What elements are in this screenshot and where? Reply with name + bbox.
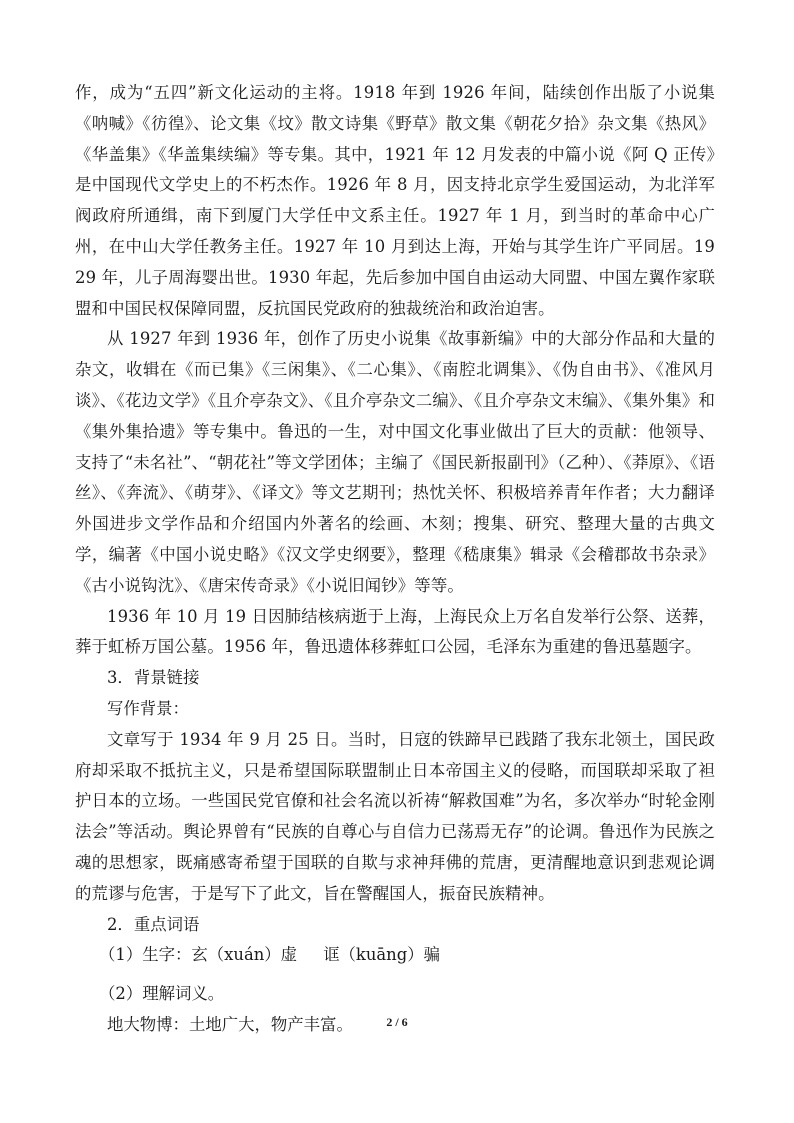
- subheading-writing-background: 写作背景：: [107, 698, 189, 718]
- paragraph-biography-1: 作，成为“五四”新文化运动的主将。1918 年到 1926 年间，陆续创作出版了小说集《呐喊》《彷徨》、论文集《坟》散文诗集《野草》散文集《朝花夕拾》杂文集《热风》《华盖集》《华盖集续编》等专集。其中，1921 年 12 月发表的中篇小说《阿 Q 正传》是中国现代文学史上的不朽杰作。1926 年 8 月，因支持北京学生爱国运动，为北洋军阀政府所通缉，南下到厦门大学任中文系主任。1927 年 1 月，到当时的革命中心广州，在中山大学任教务主任。1927 年 10 月到达上海，开始与其学生许广平同居。1929 年，儿子周海婴出世。1930 年起，先后参加中国自由运动大同盟、中国左翼作家联盟和中国民权保障同盟，反抗国民党政府的独裁统治和政治迫害。: [75, 83, 715, 318]
- section-heading-vocabulary: 2．重点词语: [107, 914, 200, 934]
- page-number: 2 / 6: [386, 1015, 408, 1029]
- paragraph-biography-3: 1936 年 10 月 19 日因肺结核病逝于上海，上海民众上万名自发举行公祭、送葬，葬于虹桥万国公墓。1956 年，鲁迅遗体移葬虹口公园，毛泽东为重建的鲁迅墓题字。: [75, 606, 715, 657]
- paragraph-writing-background: 文章写于 1934 年 9 月 25 日。当时，日寇的铁蹄早已践踏了我东北领土，国民政府却采取不抵抗主义，只是希望国际联盟制止日本帝国主义的侵略，而国联却采取了袒护日本的立场。一些国民党官僚和社会名流以祈祷“解救国难”为名，多次举办“时轮金刚法会”等活动。舆论界曾有“民族的自尊心与自信力已荡焉无存”的论调。鲁迅作为民族之魂的思想家，既痛感寄希望于国联的自欺与求神拜佛的荒唐，更清醒地意识到悲观论调的荒谬与危害，于是写下了此文，旨在警醒国人，振奋民族精神。: [75, 729, 715, 903]
- vocab-definition: 地大物博：土地广大，物产丰富。: [107, 1014, 353, 1034]
- vocab-meanings-heading: （2）理解词义。: [99, 984, 225, 1004]
- vocab-new-characters: （1）生字：玄（xuán）虚 诓（kuāng）骗: [99, 945, 440, 965]
- paragraph-biography-2: 从 1927 年到 1936 年，创作了历史小说集《故事新编》中的大部分作品和大量的杂文，收辑在《而已集》《三闲集》、《二心集》、《南腔北调集》、《伪自由书》、《准风月谈》、《花边文学》《且介亭杂文》、《且介亭杂文二编》、《且介亭杂文末编》、《集外集》和《集外集拾遗》等专集中。鲁迅的一生，对中国文化事业做出了巨大的贡献：他领导、支持了“未名社”、“朝花社”等文学团体；主编了《国民新报副刊》（乙种）、《莽原》、《语丝》、《奔流》、《萌芽》、《译文》等文艺期刊；热忱关怀、积极培养青年作者；大力翻译外国进步文学作品和介绍国内外著名的绘画、木刻；搜集、研究、整理大量的古典文学，编著《中国小说史略》《汉文学史纲要》，整理《嵇康集》辑录《会稽郡故书杂录》《古小说钩沈》、《唐宋传奇录》《小说旧闻钞》等等。: [75, 329, 715, 595]
- section-heading-background: 3．背景链接: [107, 668, 200, 688]
- document-body: [75, 78, 715, 1041]
